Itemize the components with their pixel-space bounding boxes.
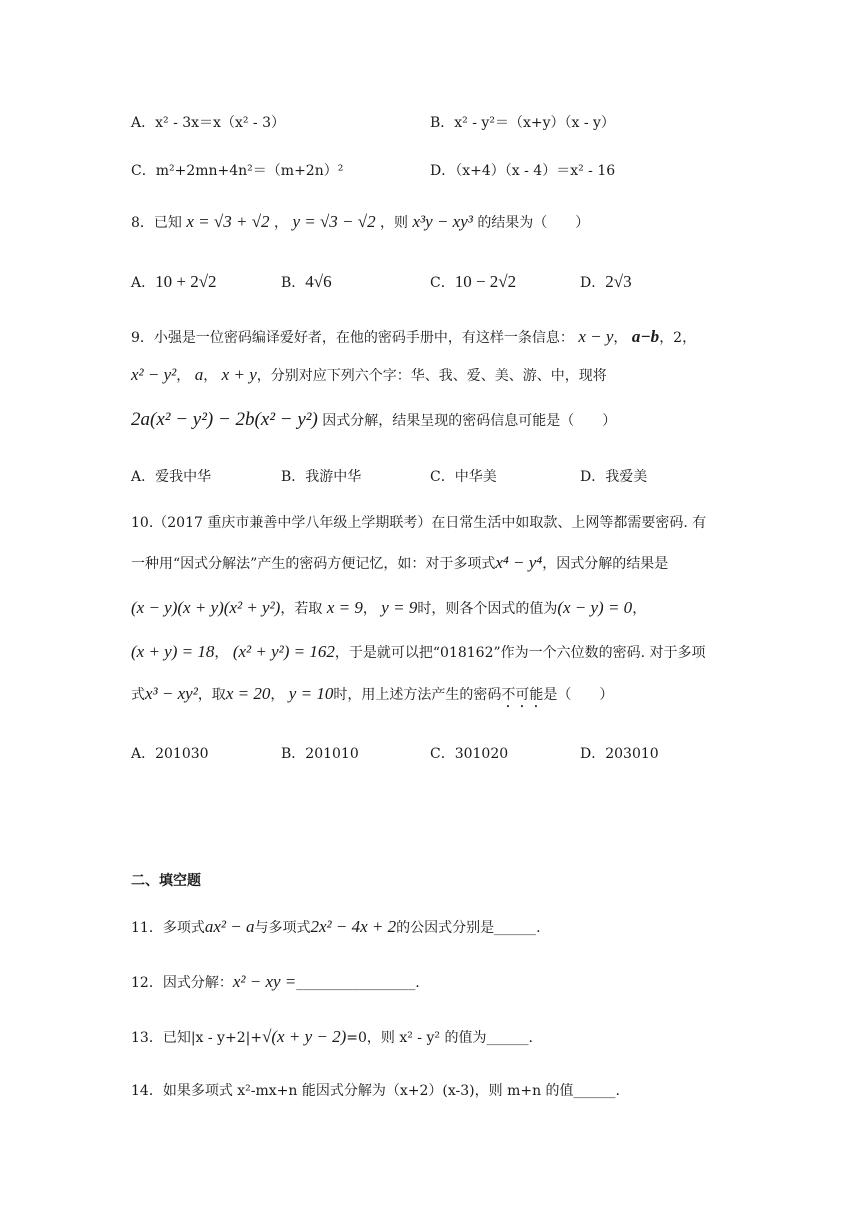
q11-polynomial-2: 2x² − 4x + 2 (310, 917, 397, 936)
q9-line2-text: ，分别对应下列六个字：华、我、爱、美、游、中，现将 (256, 368, 607, 384)
q9-line-2 (131, 365, 607, 385)
q7-option-d: D．（x+4）（x - 4）＝x² - 16 (430, 163, 616, 179)
q9-line-1 (131, 327, 696, 347)
q8-option-c-value: 10 − 2√2 (454, 272, 517, 291)
q10-line-2 (131, 553, 668, 573)
q8-target-expression: x³y − xy³ (412, 212, 473, 231)
q10-y-value: y = 9 (381, 598, 418, 617)
q10-factor-value-3: (x² + y²) = 162 (232, 642, 335, 661)
q11 (131, 917, 541, 937)
q10-option-d: D．203010 (580, 746, 659, 762)
q10-emphasis: 不可能 (501, 687, 544, 703)
q10-line2-tail: ，因式分解的结果是 (542, 556, 669, 572)
q9-line2-sep2: ， (203, 368, 218, 384)
q8-option-c-label: C． (430, 275, 455, 291)
q10-line-3 (131, 598, 646, 618)
q10-factor-value-2: (x + y) = 18 (131, 642, 215, 661)
q10-line3-sep: ， (362, 601, 377, 617)
q9-line2-sep1: ， (176, 368, 191, 384)
q13 (131, 1027, 533, 1047)
q9-expression: 2a(x² − y²) − 2b(x² − y²) (131, 409, 318, 430)
q11-polynomial-1: ax² − a (204, 917, 255, 936)
q10-line5-tail: 是（ ） (543, 687, 614, 703)
q10-line3-text1: ，若取 (280, 601, 323, 617)
q9-option-c: C．中华美 (430, 469, 497, 485)
q10-line3-text2: 时，则各个因式的值为 (417, 601, 558, 617)
q11-text2: 与多项式 (254, 920, 311, 936)
q10-polynomial-2: x³ − xy² (145, 684, 198, 703)
q10-option-a: A．201030 (131, 746, 209, 762)
q9-line-3 (131, 409, 616, 431)
q13-text1: 13．已知|x - y+2|+ (131, 1030, 263, 1046)
q9-line1-tail: ，2， (659, 330, 697, 346)
q14: 14．如果多项式 x²-mx+n 能因式分解为（x+2）(x-3)，则 m+n 的值______. (131, 1083, 620, 1099)
q8-option-a-label: A． (131, 275, 156, 291)
q12-blank: _________________. (296, 975, 420, 991)
q9-code-a-minus-b: a−b (631, 327, 660, 346)
q8-option-d-label: D． (580, 275, 606, 291)
q10-option-b: B．201010 (281, 746, 359, 762)
q10-line-5 (131, 684, 613, 711)
q12-text1: 12．因式分解： (131, 975, 233, 991)
q12-expression: x² − xy = (232, 972, 297, 991)
q9-code-x2-minus-y2: x² − y² (131, 365, 177, 384)
section-title: 二、填空题 (131, 873, 201, 889)
q8-option-a (131, 272, 217, 292)
q8-option-a-value: 10 + 2√2 (155, 272, 217, 291)
q13-text2: =0，则 x² - y² 的值为______. (346, 1030, 533, 1046)
q8-stem (131, 212, 589, 232)
q9-option-a: A．爱我中华 (131, 469, 212, 485)
q8-sep1: ， (273, 215, 288, 231)
q7-option-b: B．x² - y²＝（x+y）（x - y） (430, 115, 615, 131)
q8-option-b (281, 272, 332, 292)
q9-option-d: D．我爱美 (580, 469, 648, 485)
q10-line2-text: 一种用“因式分解法”产生的密码方便记忆，如：对于多项式 (131, 556, 496, 572)
q8-sep2: ，则 (380, 215, 409, 231)
q11-text1: 11．多项式 (131, 920, 205, 936)
q8-prefix: 8．已知 (131, 215, 182, 231)
q10-line5-sep: ， (270, 687, 285, 703)
q13-root-expression: √(x + y − 2) (262, 1027, 347, 1046)
q8-option-c (430, 272, 516, 292)
q10-line4-sep: ， (214, 645, 229, 661)
q10-line3-tail: ， (632, 601, 647, 617)
q10-factor-value-1: (x − y) = 0 (557, 598, 633, 617)
q7-option-c: C．m²+2mn+4n²＝（m+2n）² (131, 163, 344, 179)
q10-line5-text2: ，取 (197, 687, 226, 703)
q8-y-expression: y = √3 − √2 (292, 212, 376, 231)
q10-line4-text: ，于是就可以把“018162”作为一个六位数的密码. 对于多项 (334, 645, 706, 661)
q9-code-x-minus-y: x − y (578, 327, 614, 346)
q11-text3: 的公因式分别是______. (396, 920, 541, 936)
q9-code-a: a (194, 365, 204, 384)
q10-factorization: (x − y)(x + y)(x² + y²) (131, 598, 281, 617)
q10-line5-text1: 式 (131, 687, 145, 703)
q9-code-x-plus-y: x + y (221, 365, 257, 384)
q8-option-b-label: B． (281, 275, 306, 291)
q8-suffix: 的结果为（ ） (477, 215, 590, 231)
q8-option-d-value: 2√3 (605, 272, 632, 291)
q12 (131, 972, 420, 992)
q9-option-b: B．我游中华 (281, 469, 362, 485)
q8-option-d (580, 272, 632, 292)
q8-option-b-value: 4√6 (305, 272, 332, 291)
q10-line-1: 10.（2017 重庆市兼善中学八年级上学期联考）在日常生活中如取款、上网等都需要密码. 有 (131, 515, 707, 531)
q9-line3-text: 因式分解，结果呈现的密码信息可能是（ ） (322, 413, 617, 429)
q10-polynomial: x⁴ − y⁴ (495, 553, 543, 572)
q10-x-value-2: x = 20 (225, 684, 271, 703)
q9-line1-sep: ， (613, 330, 628, 346)
q10-line5-text3: 时，用上述方法产生的密码 (333, 687, 502, 703)
q8-x-expression: x = √3 + √2 (186, 212, 270, 231)
q10-option-c: C．301020 (430, 746, 509, 762)
q10-line-4 (131, 642, 706, 662)
q10-y-value-2: y = 10 (288, 684, 334, 703)
q10-x-value: x = 9 (326, 598, 363, 617)
q9-line1-text: 9．小强是一位密码编译爱好者，在他的密码手册中，有这样一条信息： (131, 330, 574, 346)
q7-option-a: A．x² - 3x＝x（x² - 3） (131, 115, 285, 131)
